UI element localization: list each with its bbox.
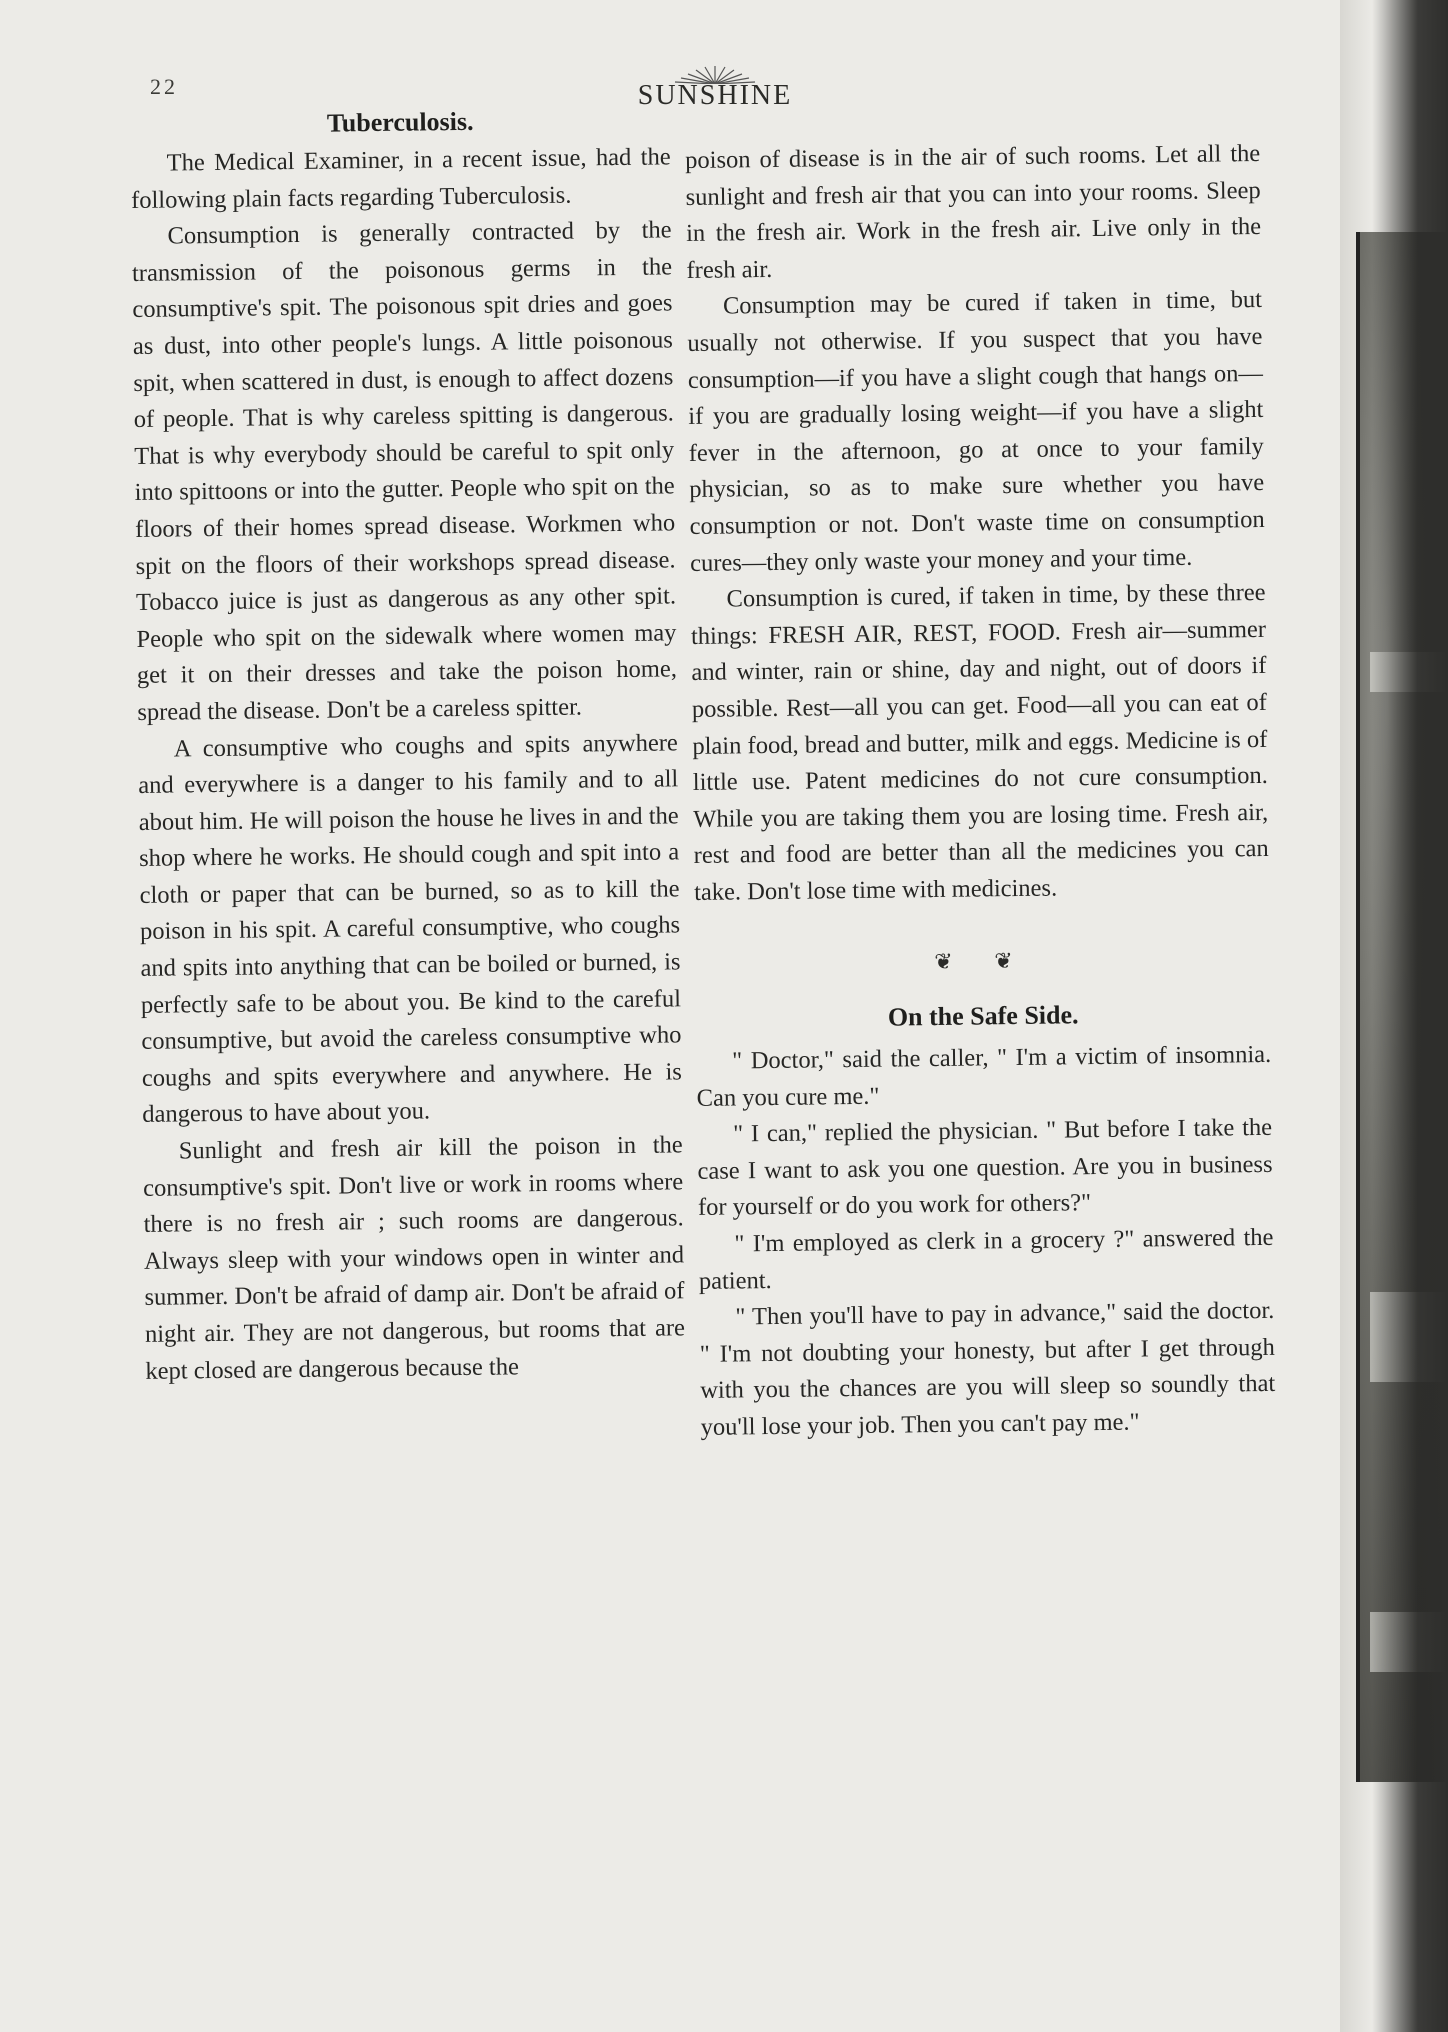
paragraph: The Medical Examiner, in a recent issue, had the following plain facts regarding Tuberculosis. — [130, 143, 671, 214]
paragraph: Consumption is cured, if taken in time, by these three things: FRESH AIR, REST, FOOD. Fresh air—summer and winter, rain or shine, day and night, out of doors if possible. Rest—all you can get. Food—all you can eat of plain food, bread and butter, milk and eggs. Medicine is of little use. Patent medicines do not cure consumption. While you are taking them you are losing time. Fresh air, rest and food are better than all the medicines you can take. Don't lose time with medicines. — [690, 579, 1269, 906]
paragraph: " I'm employed as clerk in a grocery ?" answered the patient. — [698, 1223, 1274, 1295]
facing-page-photo — [1356, 232, 1448, 1782]
paragraph: A consumptive who coughs and spits anywhere and everywhere is a danger to his family and to all about him. He will poison the house he lives in and the shop where he works. He should cough and spit into a cloth or paper that can be burned, so as to kill the poison in his spit. A careful consumptive, who coughs and spits into anything that can be boiled or burned, is perfectly safe to be about you. Be kind to the careful consumptive, but avoid the careless consumptive who coughs and spits everywhere and anywhere. He is dangerous to have about you. — [138, 728, 682, 1129]
page-number: 22 — [150, 74, 178, 99]
paragraph: " Doctor," said the caller, " I'm a victim of insomnia. Can you cure me." — [696, 1040, 1272, 1112]
article-heading-safe-side: On the Safe Side. — [887, 1000, 1079, 1032]
paragraph: Consumption may be cured if taken in time, but usually not otherwise. If you suspect that you have consumption—if you have a slight cough that hangs on—if you are gradually losing weight—if you have a slight fever in the afternoon, go at once to your family physician, so as to make sure whether you have consumption or not. Don't waste time on consumption cures—they only waste your money and your time. — [687, 286, 1265, 577]
paragraph: Consumption is generally contracted by the transmission of the poisonous germs in the consumptive's spit. The poisonous spit dries and goes as dust, into other people's lungs. A little poisonous spit, when scattered in dust, is enough to affect dozens of people. That is why careless spitting is dangerous. That is why everybody should be careful to spit only into spittoons or into the gutter. People who spit on the floors of their homes spread disease. Workmen who spit on the floors of their workshops spread disease. Tobacco juice is just as dangerous as any other spit. People who spit on the sidewalk where women may get it on their dresses and take the poison home, spread the disease. Don't be a careless spitter. — [131, 216, 678, 726]
masthead-title: SUNSHINE — [637, 80, 793, 111]
paragraph-continued: poison of disease is in the air of such rooms. Let all the sunlight and fresh air that you can into your rooms. Sleep in the fresh air. Work in the fresh air. Live only in the fresh air. — [685, 139, 1262, 284]
paragraph: " I can," replied the physician. " But before I take the case I want to ask you one question. Are you in business for yourself or do you work for others?" — [697, 1114, 1273, 1222]
article-heading-tuberculosis: Tuberculosis. — [326, 106, 474, 138]
left-column — [130, 101, 686, 1390]
paragraph: " Then you'll have to pay in advance," said the doctor. " I'm not doubting your honesty, but after I get through with you the chances are you will sleep so soundly that you'll lose your job. Then you can't pay me." — [699, 1297, 1276, 1441]
paragraph: Sunlight and fresh air kill the poison in the consumptive's spit. Don't live or work in rooms where there is no fresh air ; such rooms are dangerous. Always sleep with your windows open in winter and summer. Don't be afraid of damp air. Don't be afraid of night air. They are not dangerous, but rooms that are kept closed are dangerous because the — [143, 1131, 686, 1385]
right-column — [685, 136, 1276, 1447]
section-ornament: ❦ ❦ — [934, 948, 1031, 975]
